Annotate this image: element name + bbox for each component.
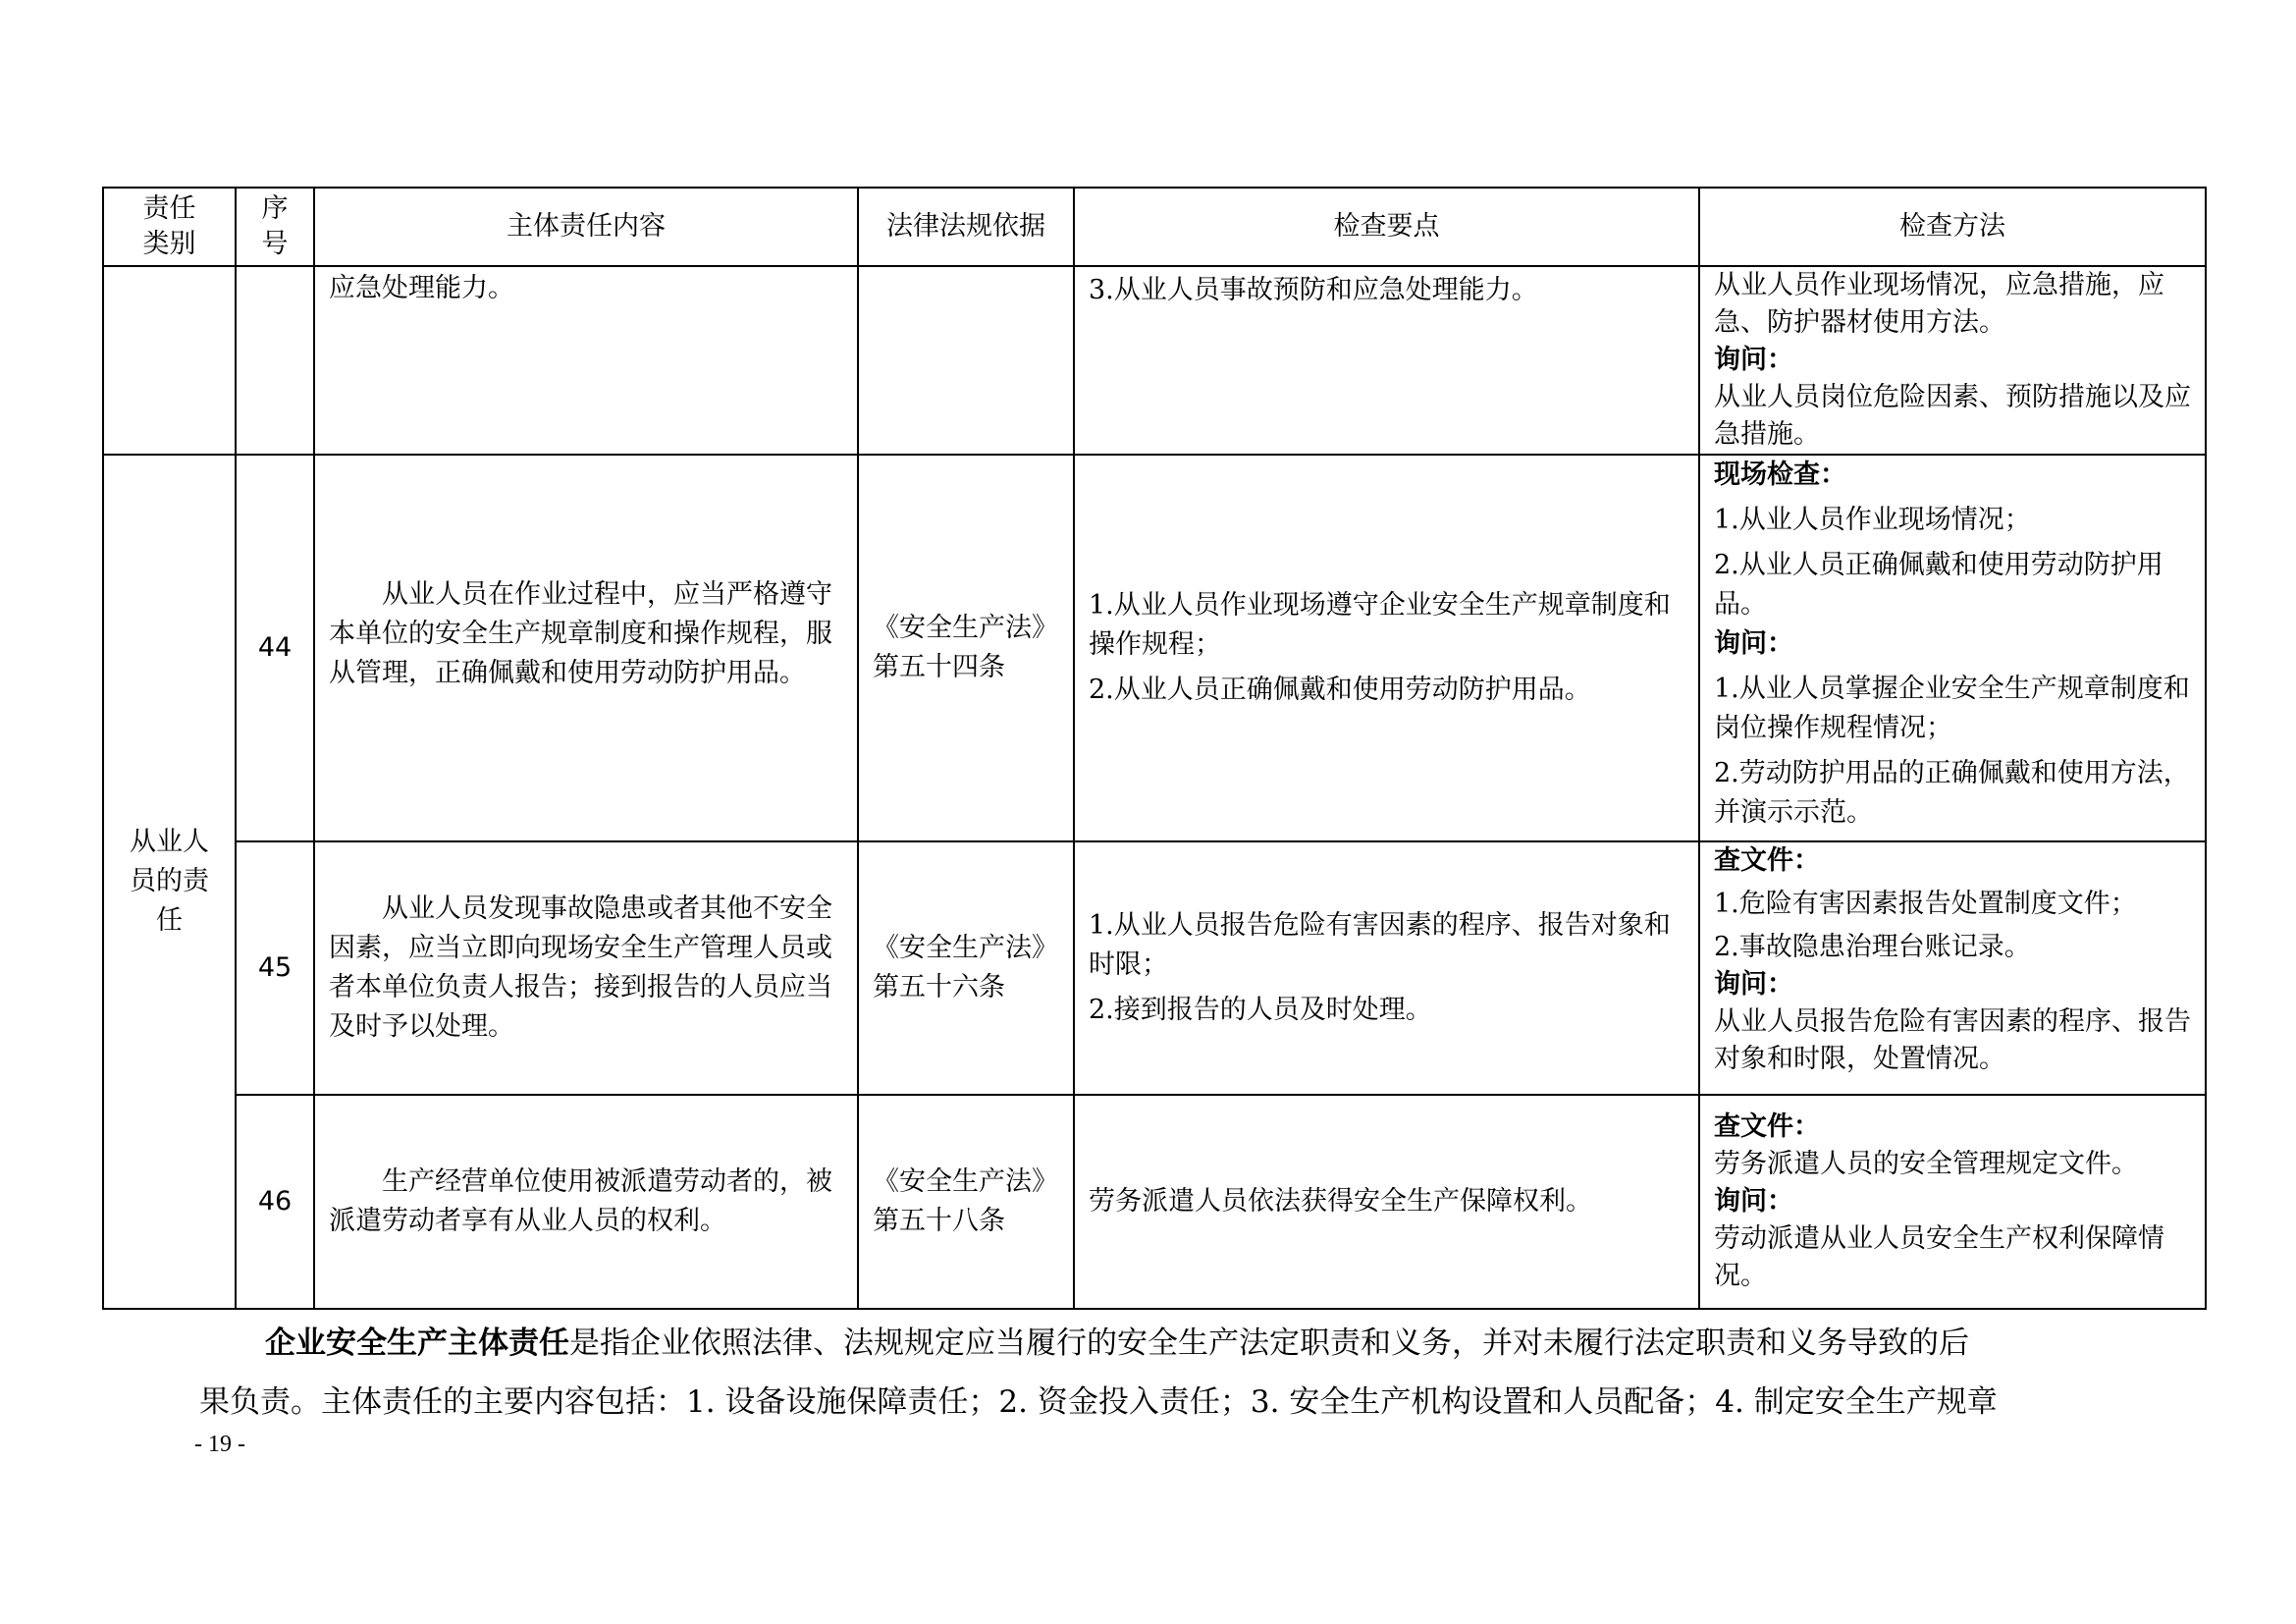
number-cell: 44 xyxy=(236,455,314,841)
header-category-line1: 责任 xyxy=(142,193,196,224)
method-heading: 现场检查： xyxy=(1714,460,1846,490)
table-row xyxy=(103,266,2206,455)
method-heading: 询问： xyxy=(1714,345,1793,375)
law-cell xyxy=(858,455,1074,841)
body-paragraph-continued: 果负责。主体责任的主要内容包括：1. 设备设施保障责任；2. 资金投入责任；3. 安全生产机构设置和人员配备；4. 制定安全生产规章 xyxy=(199,1384,1998,1420)
page-number: - 19 - xyxy=(194,1432,245,1457)
table-row xyxy=(103,1095,2206,1309)
law-line: 《安全生产法》 xyxy=(873,613,1058,643)
method-cell xyxy=(1699,455,2206,841)
number-cell-empty xyxy=(236,266,314,455)
method-text: 从业人员作业现场情况，应急措施，应急、防护器材使用方法。 xyxy=(1714,270,2164,338)
law-cell xyxy=(858,841,1074,1095)
method-text: 2.事故隐患治理台账记录。 xyxy=(1714,932,2031,962)
header-content: 主体责任内容 xyxy=(314,188,858,266)
header-law: 法律法规依据 xyxy=(858,188,1074,266)
content-cell: 应急处理能力。 xyxy=(314,266,858,455)
category-line: 员的责 xyxy=(130,866,209,896)
table-header-row xyxy=(103,188,2206,266)
category-cell-empty xyxy=(103,266,236,455)
method-cell xyxy=(1699,266,2206,455)
method-text: 2.从业人员正确佩戴和使用劳动防护用品。 xyxy=(1714,550,2163,620)
header-number-line2: 号 xyxy=(261,229,289,259)
header-category xyxy=(103,188,236,266)
method-text: 劳务派遣人员的安全管理规定文件。 xyxy=(1714,1149,2138,1179)
term-bold: 企业安全生产主体责任 xyxy=(265,1326,569,1361)
points-line: 1.从业人员作业现场遵守企业安全生产规章制度和操作规程； xyxy=(1089,590,1671,660)
method-text: 1.危险有害因素报告处置制度文件； xyxy=(1714,889,2137,919)
content-cell: 生产经营单位使用被派遣劳动者的，被派遣劳动者享有从业人员的权利。 xyxy=(314,1095,858,1309)
method-heading: 查文件： xyxy=(1714,1111,1820,1142)
table-row xyxy=(103,841,2206,1095)
method-text: 劳动派遣从业人员安全生产权利保障情况。 xyxy=(1714,1223,2164,1291)
method-text: 从业人员报告危险有害因素的程序、报告对象和时限，处置情况。 xyxy=(1714,1006,2191,1074)
header-number-line1: 序 xyxy=(261,193,289,224)
method-heading: 查文件： xyxy=(1714,845,1820,876)
points-cell xyxy=(1074,455,1699,841)
points-line: 2.从业人员正确佩戴和使用劳动防护用品。 xyxy=(1089,675,1591,705)
points-line: 1.从业人员报告危险有害因素的程序、报告对象和时限； xyxy=(1089,910,1671,980)
category-line: 从业人 xyxy=(130,827,209,857)
points-cell xyxy=(1074,841,1699,1095)
law-cell xyxy=(858,1095,1074,1309)
method-heading: 询问： xyxy=(1714,628,1793,659)
method-cell xyxy=(1699,1095,2206,1309)
header-number xyxy=(236,188,314,266)
method-heading: 询问： xyxy=(1714,969,1793,1000)
method-cell xyxy=(1699,841,2206,1095)
header-method: 检查方法 xyxy=(1699,188,2206,266)
law-line: 《安全生产法》 xyxy=(873,1166,1058,1197)
law-line: 《安全生产法》 xyxy=(873,933,1058,963)
header-category-line2: 类别 xyxy=(142,229,196,259)
points-line: 2.接到报告的人员及时处理。 xyxy=(1089,995,1432,1025)
law-line: 第五十四条 xyxy=(873,652,1005,682)
responsibility-table xyxy=(102,187,2207,1310)
content-cell: 从业人员在作业过程中，应当严格遵守本单位的安全生产规章制度和操作规程，服从管理，正确佩戴和使用劳动防护用品。 xyxy=(314,455,858,841)
method-text: 1.从业人员作业现场情况； xyxy=(1714,505,2031,535)
method-text: 2.劳动防护用品的正确佩戴和使用方法，并演示示范。 xyxy=(1714,758,2190,828)
law-line: 第五十八条 xyxy=(873,1206,1005,1236)
points-cell: 劳务派遣人员依法获得安全生产保障权利。 xyxy=(1074,1095,1699,1309)
number-cell: 45 xyxy=(236,841,314,1095)
content-cell: 从业人员发现事故隐患或者其他不安全因素，应当立即向现场安全生产管理人员或者本单位负责人报告；接到报告的人员应当及时予以处理。 xyxy=(314,841,858,1095)
method-text: 1.从业人员掌握企业安全生产规章制度和岗位操作规程情况； xyxy=(1714,674,2190,743)
body-paragraph xyxy=(199,1318,2113,1369)
method-heading: 询问： xyxy=(1714,1186,1793,1217)
law-cell-empty xyxy=(858,266,1074,455)
category-cell xyxy=(103,455,236,1309)
number-cell: 46 xyxy=(236,1095,314,1309)
header-points: 检查要点 xyxy=(1074,188,1699,266)
points-cell: 3.从业人员事故预防和应急处理能力。 xyxy=(1074,266,1699,455)
method-text: 从业人员岗位危险因素、预防措施以及应急措施。 xyxy=(1714,382,2191,450)
category-line: 任 xyxy=(156,905,183,936)
table-row xyxy=(103,455,2206,841)
paragraph-text: 是指企业依照法律、法规规定应当履行的安全生产法定职责和义务，并对未履行法定职责和义务导致的后 xyxy=(569,1326,1969,1361)
law-line: 第五十六条 xyxy=(873,972,1005,1002)
